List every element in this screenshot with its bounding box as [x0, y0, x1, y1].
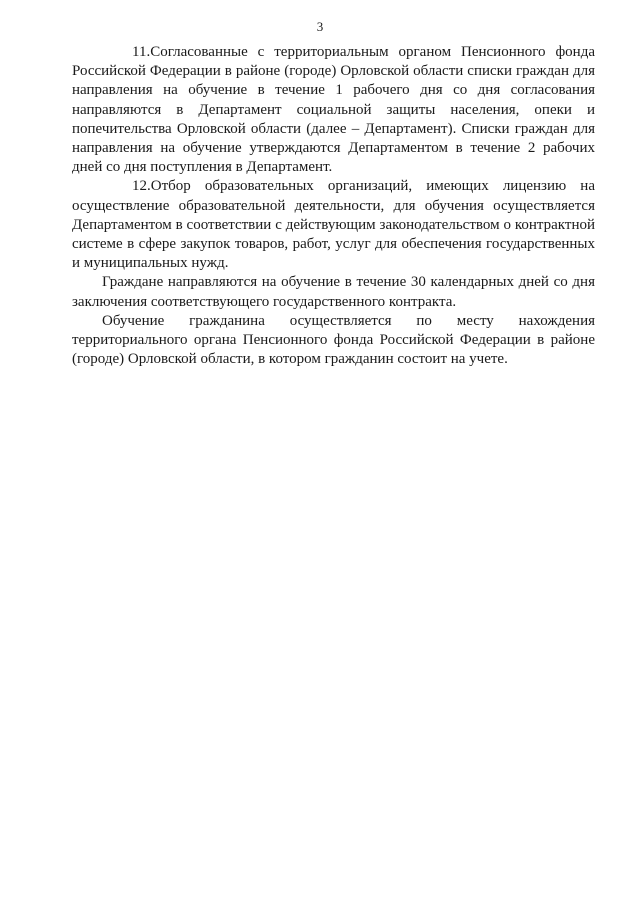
- page-number: 3: [316, 19, 324, 34]
- paragraph-number: 11.: [132, 44, 151, 60]
- paragraph-training-deadline: [72, 273, 595, 311]
- paragraph-number: 12.: [132, 178, 151, 195]
- paragraph-training-location: [72, 312, 595, 370]
- paragraph-11: [72, 43, 595, 177]
- paragraph-text: Граждане направляются на обучение в течение 30 календарных дней со дня заключения соответствующего государственного контракта.: [72, 274, 595, 310]
- paragraph-text: Отбор образовательных организаций, имеющих лицензию на осуществление образовательной деятельности, для обучения осуществляется Департаментом в соответствии с действующим законодательством о контрактной системе в сфере закупок товаров, работ, услуг для обеспечения государственных и муниципальных нужд.: [72, 178, 595, 272]
- paragraph-12: [72, 177, 595, 273]
- paragraph-text: Согласованные с территориальным органом Пенсионного фонда Российской Федерации в районе (городе) Орловской области списки граждан для направления на обучение в течение 1 рабочего дня со дня согласования направляются в Департамент социальной защиты населения, опеки и попечительства Орловской области (далее – Департамент). Списки граждан для направления на обучение утверждаются Департаментом в течение 2 рабочих дней со дня поступления в Департамент.: [72, 44, 595, 176]
- document-body: [72, 43, 595, 369]
- paragraph-text: Обучение гражданина осуществляется по месту нахождения территориального органа Пенсионного фонда Российской Федерации в районе (городе) Орловской области, в котором гражданин состоит на учете.: [72, 312, 595, 368]
